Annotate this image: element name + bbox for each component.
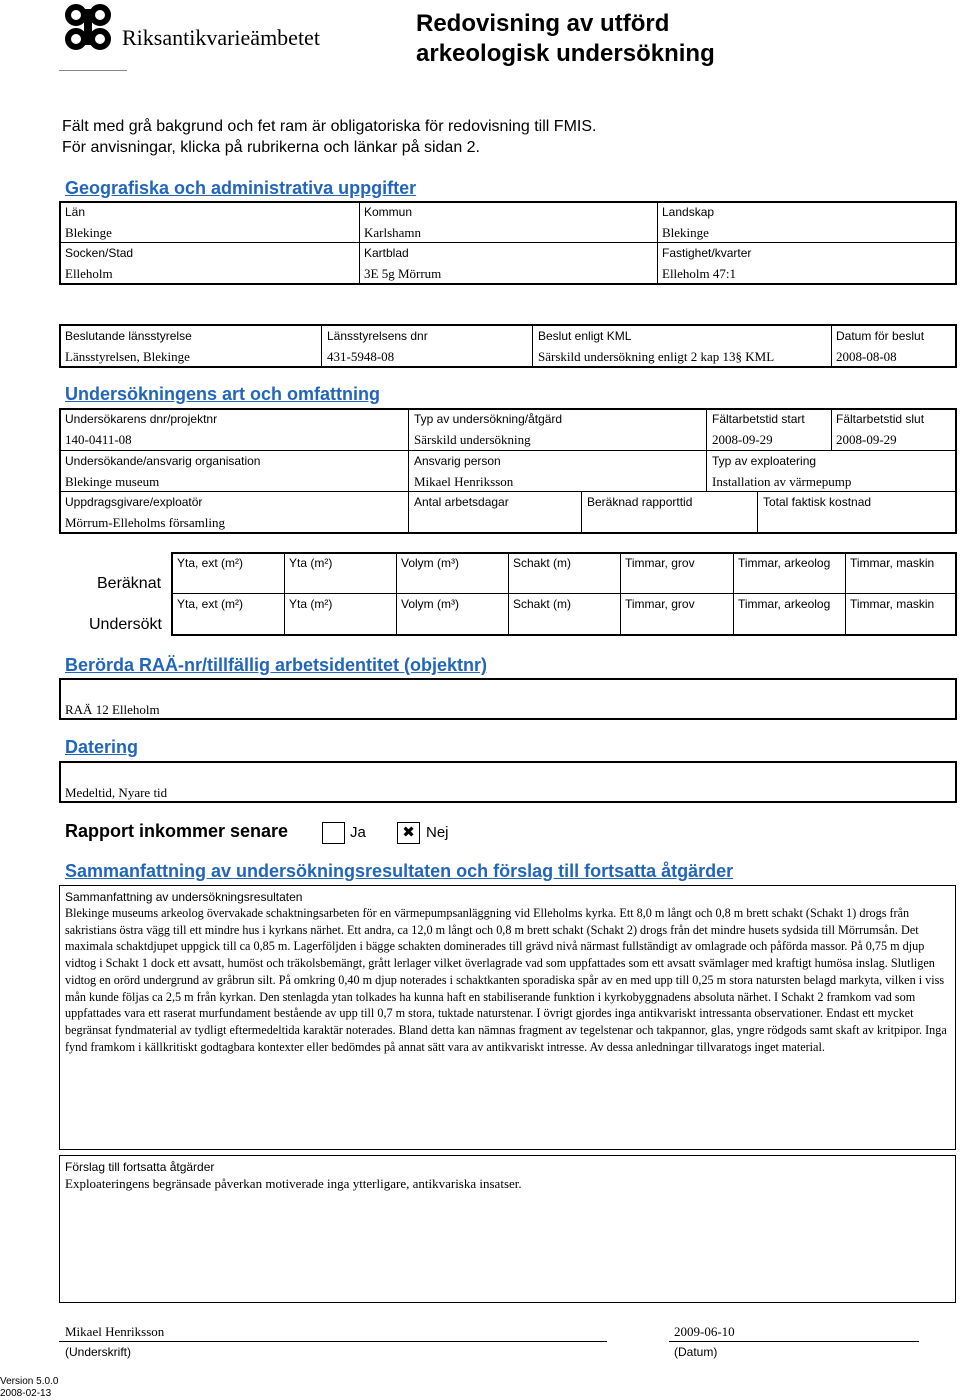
- kommun-value[interactable]: Karlshamn: [364, 225, 422, 240]
- summary-results-box: [59, 885, 956, 1150]
- row-undersokt-label: Undersökt: [89, 616, 162, 633]
- expl-label: Typ av exploatering: [712, 454, 817, 468]
- date-label: (Datum): [674, 1345, 718, 1359]
- checkmark-x-icon: ✖: [402, 824, 415, 841]
- measure-col-undersokt-3[interactable]: Schakt (m): [513, 597, 572, 611]
- kartblad-label: Kartblad: [364, 246, 409, 260]
- scope-col-divider: [757, 492, 758, 533]
- projnr-label: Undersökarens dnr/projektnr: [65, 412, 218, 426]
- projnr-value[interactable]: 140-0411-08: [65, 432, 132, 447]
- measure-col-beraknat-0[interactable]: Yta, ext (m²): [177, 556, 244, 570]
- expl-value[interactable]: Installation av värmepump: [712, 474, 852, 489]
- row-beraknat-label: Beräknat: [97, 575, 162, 592]
- start-label: Fältarbetstid start: [712, 412, 805, 426]
- fastighet-value[interactable]: Elleholm 47:1: [662, 266, 737, 281]
- measure-col-beraknat-3[interactable]: Schakt (m): [513, 556, 572, 570]
- summary-proposal-box: [59, 1155, 956, 1303]
- signature-line: [59, 1341, 607, 1342]
- measure-col-divider: [396, 553, 397, 635]
- version-date: 2008-02-13: [0, 1388, 52, 1399]
- raa-value[interactable]: RAÄ 12 Elleholm: [65, 702, 160, 717]
- measure-col-undersokt-0[interactable]: Yta, ext (m²): [177, 597, 244, 611]
- decision-col-divider: [532, 325, 533, 367]
- measure-col-undersokt-2[interactable]: Volym (m³): [401, 597, 459, 611]
- section-summary-link[interactable]: Sammanfattning av undersökningsresultaten och förslag till fortsatta åtgärder: [65, 861, 734, 881]
- uppdrag-label: Uppdragsgivare/exploatör: [65, 495, 203, 509]
- measure-col-beraknat-1[interactable]: Yta (m²): [289, 556, 333, 570]
- slut-value[interactable]: 2008-09-29: [836, 432, 897, 447]
- datering-box: [59, 761, 957, 803]
- org-label: Undersökande/ansvarig organisation: [65, 454, 261, 468]
- results-text[interactable]: Blekinge museums arkeolog övervakade schaktningsarbeten för en värmepumpsanläggning vid Elleholms kyrka. Ett 8,0 m långt och 0,8 m brett schakt (Schakt 1) drogs från sakristians östra vägg till ett mindre hus i kyrkans närhet. Ett andra, ca 12,0 m långt och 0,8 m brett schakt (Schakt 2) drogs från det mindre husets sydsida till Mörrumsån. Det maximala schaktdjupet uppgick till ca 0,85 m. Lagerföljden i bägge schakten dominerades till grävd nivå närmast fullständigt av omlagrade och påförda massor. På 0,75 m djup vidtog i Schakt 1 dock ett avsatt, humöst och träkolsbemängt, grått lerlager vilket överlagrade vad som uppfattades som ett avsatt svämlager med kraftigt humösa inslag. Slutligen vidtog en orörd undergrund av gråbrun silt. På omkring 0,40 m djup noterades i schaktkanten sporadiska spår av en med upp till 0,25 m stora natursten belagd markyta, vilken i viss mån kunde följas ca 2,5 m från kyrkan. Den stenlagda ytan tolkades ha kunna haft en stabiliserande funktion i kyrkobyggnadens absoluta närhet. I Schakt 2 framkom vad som uppfattades vara ett raserat murfundament bestående av upp till 0,7 m stora, tuktade naturstenar. I övrigt gjordes inga antikvariskt intressanta observationer. Endast ett mycket begränsat fyndmaterial av tydligt eftermedeltida karaktär noterades. Bland detta kan nämnas fragment av tegelstenar och takpannor, glas, yngre rödgods samt skaft av kritpipor. Inga fynd framkom i källkritiskt godtagbara kontexter eller bedömdes på annat sätt vara av antikvariskt intresse. Av dessa anledningar tillvaratogs inget material.: [65, 906, 947, 1054]
- scope-divider: [60, 450, 956, 451]
- measure-col-undersokt-5[interactable]: Timmar, arkeolog: [738, 597, 831, 611]
- decision-table: [59, 324, 957, 368]
- form-title-line1: Redovisning av utförd: [416, 10, 670, 37]
- agency-logo: [63, 3, 115, 51]
- signature-label: (Underskrift): [65, 1345, 132, 1359]
- geo-divider: [60, 242, 956, 243]
- section-raa-link[interactable]: Berörda RAÄ-nr/tillfällig arbetsidentitet (objektnr): [65, 655, 488, 675]
- rapport-label: Beräknad rapporttid: [587, 495, 693, 509]
- measure-col-undersokt-4[interactable]: Timmar, grov: [625, 597, 695, 611]
- lan-label: Län: [65, 205, 86, 219]
- section-datering-link[interactable]: Datering: [65, 737, 139, 757]
- socken-label: Socken/Stad: [65, 246, 134, 260]
- report-later-heading: Rapport inkommer senare: [65, 821, 289, 841]
- raa-box: [59, 678, 957, 720]
- person-label: Ansvarig person: [414, 454, 501, 468]
- lst-value[interactable]: Länsstyrelsen, Blekinge: [65, 349, 190, 364]
- version-text: Version 5.0.0: [0, 1376, 59, 1387]
- typ-value[interactable]: Särskild undersökning: [414, 432, 531, 447]
- signature-date[interactable]: 2009-06-10: [674, 1324, 735, 1339]
- geo-col-divider: [657, 202, 658, 284]
- nej-checkbox[interactable]: [397, 822, 420, 844]
- measure-col-beraknat-4[interactable]: Timmar, grov: [625, 556, 695, 570]
- nej-label: Nej: [426, 824, 449, 841]
- measure-col-beraknat-6[interactable]: Timmar, maskin: [850, 556, 935, 570]
- ja-label: Ja: [350, 824, 366, 841]
- signature-name[interactable]: Mikael Henriksson: [65, 1324, 165, 1339]
- section-scope-link[interactable]: Undersökningens art och omfattning: [65, 384, 381, 404]
- scope-col-divider: [408, 409, 409, 533]
- lst-label: Beslutande länsstyrelse: [65, 329, 192, 343]
- measure-col-beraknat-2[interactable]: Volym (m³): [401, 556, 459, 570]
- beslut-datum-label: Datum för beslut: [836, 329, 925, 343]
- measure-col-divider: [508, 553, 509, 635]
- geo-col-divider: [359, 202, 360, 284]
- scope-divider: [60, 491, 956, 492]
- scope-col-divider: [581, 492, 582, 533]
- proposal-label: Förslag till fortsatta åtgärder: [65, 1160, 215, 1174]
- date-line: [669, 1341, 919, 1342]
- decision-col-divider: [831, 325, 832, 367]
- form-title-line2: arkeologisk undersökning: [416, 40, 715, 67]
- kml-value[interactable]: Särskild undersökning enligt 2 kap 13§ KML: [538, 349, 775, 364]
- uppdrag-value[interactable]: Mörrum-Elleholms församling: [65, 515, 225, 530]
- datering-value[interactable]: Medeltid, Nyare tid: [65, 785, 168, 800]
- agency-name: Riksantikvarieämbetet: [122, 25, 320, 50]
- scope-col-divider: [831, 409, 832, 450]
- org-value[interactable]: Blekinge museum: [65, 474, 160, 489]
- logo-underline: [59, 70, 127, 71]
- results-label: Sammanfattning av undersökningsresultaten: [65, 890, 303, 904]
- start-value[interactable]: 2008-09-29: [712, 432, 773, 447]
- typ-label: Typ av undersökning/åtgärd: [414, 412, 563, 426]
- socken-value[interactable]: Elleholm: [65, 266, 113, 281]
- dnr-label: Länsstyrelsens dnr: [327, 329, 428, 343]
- ja-checkbox[interactable]: [322, 822, 345, 844]
- measure-col-divider: [733, 553, 734, 635]
- proposal-text[interactable]: Exploateringens begränsade påverkan motiverade inga ytterligare, antikvariska insatser.: [65, 1176, 522, 1191]
- beslut-datum-value[interactable]: 2008-08-08: [836, 349, 897, 364]
- decision-col-divider: [321, 325, 322, 367]
- intro-text-1: Fält med grå bakgrund och fet ram är obligatoriska för redovisning till FMIS.: [62, 118, 597, 135]
- measure-divider: [172, 593, 956, 594]
- landskap-label: Landskap: [662, 205, 715, 219]
- kostnad-label: Total faktisk kostnad: [763, 495, 872, 509]
- fastighet-label: Fastighet/kvarter: [662, 246, 752, 260]
- intro-text-2: För anvisningar, klicka på rubrikerna och länkar på sidan 2.: [62, 139, 480, 156]
- measure-col-divider: [620, 553, 621, 635]
- person-value[interactable]: Mikael Henriksson: [414, 474, 514, 489]
- measure-col-divider: [845, 553, 846, 635]
- lan-value[interactable]: Blekinge: [65, 225, 112, 240]
- measure-col-undersokt-1[interactable]: Yta (m²): [289, 597, 333, 611]
- geo-table: [59, 201, 957, 285]
- dagar-label: Antal arbetsdagar: [414, 495, 509, 509]
- measure-col-beraknat-5[interactable]: Timmar, arkeolog: [738, 556, 831, 570]
- dnr-value[interactable]: 431-5948-08: [327, 349, 395, 364]
- slut-label: Fältarbetstid slut: [836, 412, 925, 426]
- section-geo-link[interactable]: Geografiska och administrativa uppgifter: [65, 178, 417, 198]
- kartblad-value[interactable]: 3E 5g Mörrum: [364, 266, 442, 281]
- landskap-value[interactable]: Blekinge: [662, 225, 709, 240]
- kml-label: Beslut enligt KML: [538, 329, 632, 343]
- kommun-label: Kommun: [364, 205, 413, 219]
- scope-col-divider: [706, 409, 707, 491]
- measure-col-undersokt-6[interactable]: Timmar, maskin: [850, 597, 935, 611]
- measure-col-divider: [284, 553, 285, 635]
